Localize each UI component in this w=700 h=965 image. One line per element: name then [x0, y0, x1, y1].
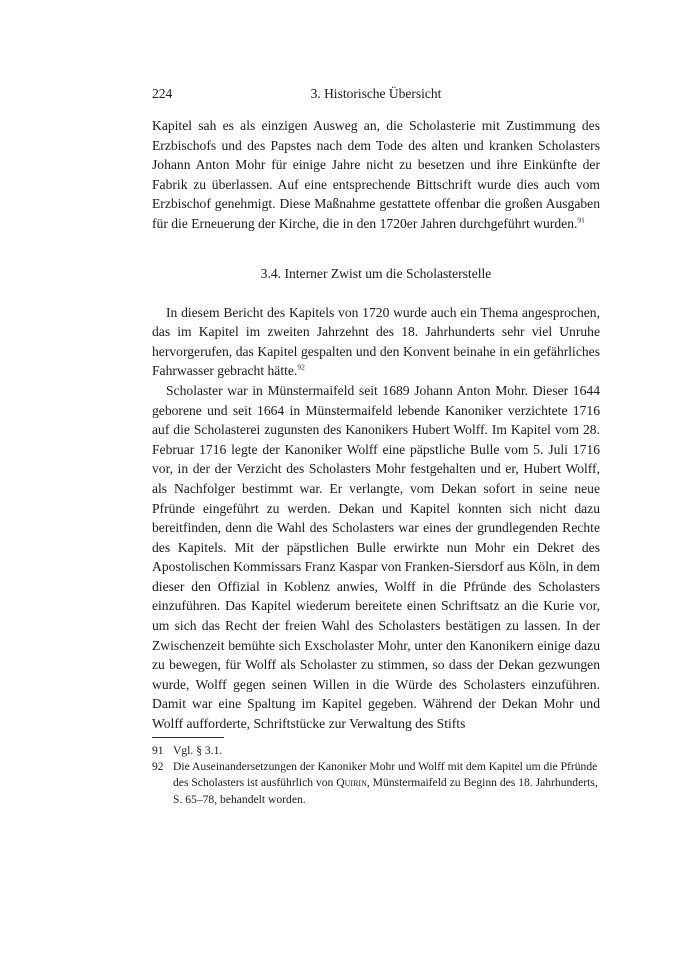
- footnote-number: 91: [152, 743, 164, 757]
- footnotes: [152, 743, 600, 809]
- paragraph-1-text: In diesem Bericht des Kapitels von 1720 wurde auch ein Thema angesprochen, das im Kapitel im zweiten Jahrzehnt des 18. Jahrhunderts sehr viel Unruhe hervorgerufen, das Kapitel gespalten und den Konvent beinahe in ein gefährliches Fahrwasser gebracht hätte.: [152, 304, 600, 379]
- footnote-ref-91[interactable]: 91: [577, 215, 585, 225]
- footnote-92: [152, 759, 600, 808]
- footnote-text: Vgl. § 3.1.: [173, 743, 223, 757]
- main-text: [152, 116, 600, 734]
- footnote-91: [152, 743, 600, 759]
- running-head: 3. Historische Übersicht: [310, 86, 442, 101]
- footnote-author: Quirin: [336, 776, 367, 790]
- footnote-number: 92: [152, 760, 164, 774]
- book-page: [152, 86, 600, 808]
- footnote-ref-92[interactable]: 92: [297, 362, 305, 372]
- paragraph-1: [152, 303, 600, 381]
- intro-paragraph-text: Kapitel sah es als einzigen Ausweg an, die Scholasterie mit Zustimmung des Erzbischofs und des Papstes nach dem Tode des alten und kranken Scholasters Johann Anton Mohr für einige Jahre nicht zu besetzen und ihre Einkünfte der Fabrik zu überlassen. Auf eine entsprechende Bittschrift wurde dies auch vom Erzbischof genehmigt. Diese Maßnahme gestattete offenbar die großen Ausgaben für die Erneuerung der Kirche, die in den 1720er Jahren durchgeführt wurden.: [152, 118, 600, 231]
- page-number: 224: [152, 86, 173, 101]
- footnote-divider: [152, 737, 224, 738]
- footnote-text-part: , Münstermaifeld zu Beginn des 18. Jahrhunderts, S. 65–78, behandelt worden.: [173, 776, 598, 806]
- page-header: [152, 86, 600, 106]
- paragraph-2: Scholaster war in Münstermaifeld seit 1689 Johann Anton Mohr. Dieser 1644 geborene und seit 1664 in Münstermaifeld lebende Kanoniker verzichtete 1716 auf die Scholasterei zugunsten des Kanonikers Hubert Wolff. Im Kapitel vom 28. Februar 1716 legte der Kanoniker Wolff eine päpstliche Bulle vom 5. Juli 1716 vor, in der der Verzicht des Scholasters Mohr festgehalten und er, Hubert Wolff, als Nachfolger bestimmt war. Er verlangte, vom Dekan sofort in seine neue Pfründe eingeführt zu werden. Dekan und Kapitel konnten sich nicht dazu bereitfinden, denn die Wahl des Scholasters war eines der grundlegenden Rechte des Kapitels. Mit der päpstlichen Bulle erwirkte nun Mohr ein Dekret des Apostolischen Kommissars Franz Kaspar von Franken-Siersdorf aus Köln, in dem dieser den Offizial in Koblenz anwies, Wolff in die Pfründe des Scholasters einzuführen. Das Kapitel wiederum bereitete einen Schriftsatz an die Kurie vor, um sich das Recht der freien Wahl des Scholasters bestätigen zu lassen. In der Zwischenzeit bemühte sich Exscholaster Mohr, unter den Kanonikern einige dazu zu bewegen, für Wolff als Scholaster zu stimmen, so dass der Dekan gezwungen wurde, Wolff gegen seinen Willen in die Würde des Scholasters einzuführen. Damit war eine Spaltung im Kapitel gegeben. Während der Dekan Mohr und Wolff aufforderte, Schriftstücke zur Verwaltung des Stifts: [152, 382, 600, 732]
- section-heading: 3.4. Interner Zwist um die Scholasterstelle: [260, 265, 492, 281]
- intro-paragraph: [152, 116, 600, 234]
- footnote-text: [173, 759, 600, 808]
- footnote-text-part: Die Auseinandersetzungen der Kanoniker Mohr und Wolff mit dem Kapitel um die Pfründe des Scholasters ist ausführlich von: [173, 760, 598, 790]
